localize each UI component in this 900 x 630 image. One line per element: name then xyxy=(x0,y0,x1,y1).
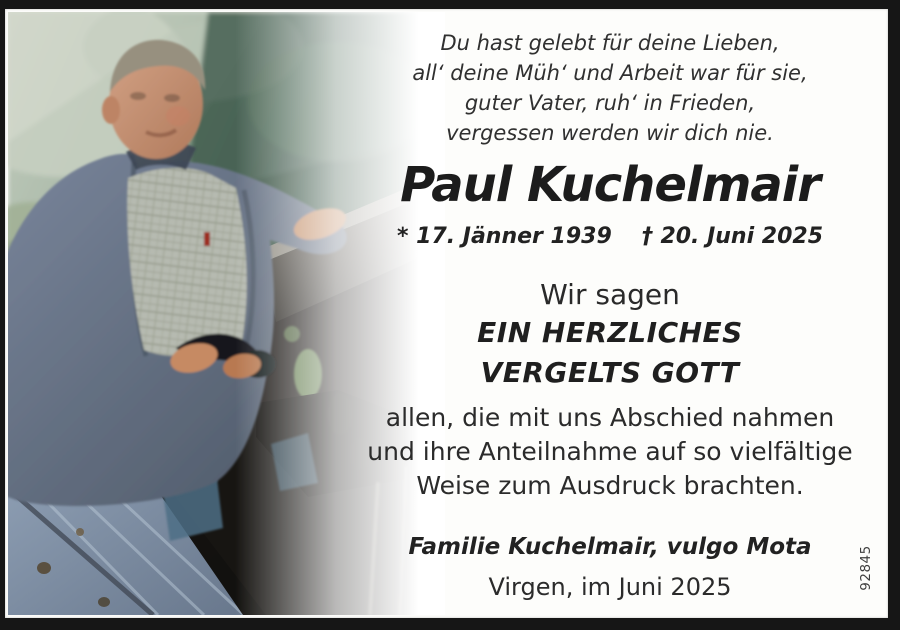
thanks-headline xyxy=(350,313,870,393)
verse-line: guter Vater, ruh‘ in Frieden, xyxy=(464,91,756,115)
memorial-verse xyxy=(350,28,870,148)
deceased-name: Paul Kuchelmair xyxy=(400,157,820,213)
thanks-headline-line: VERGELTS GOTT xyxy=(480,356,740,389)
birth-date: * 17. Jänner 1939 xyxy=(396,224,612,249)
death-date: † 20. Juni 2025 xyxy=(641,224,824,249)
life-dates xyxy=(350,222,870,252)
family-signature: Familie Kuchelmair, vulgo Mota xyxy=(408,534,812,560)
body-line: allen, die mit uns Abschied nahmen xyxy=(385,403,835,432)
thanks-intro: Wir sagen xyxy=(540,278,680,311)
body-line: Weise zum Ausdruck brachten. xyxy=(416,471,804,500)
verse-line: vergessen werden wir dich nie. xyxy=(446,121,774,145)
place-and-date: Virgen, im Juni 2025 xyxy=(488,573,732,601)
reference-number: 92845 xyxy=(858,545,874,591)
verse-line: Du hast gelebt für deine Lieben, xyxy=(440,31,780,55)
thanks-body xyxy=(340,401,880,503)
memorial-card xyxy=(5,9,888,618)
body-line: und ihre Anteilnahme auf so vielfältige xyxy=(367,437,853,466)
thanks-headline-line: EIN HERZLICHES xyxy=(477,316,743,349)
verse-line: all‘ deine Müh‘ und Arbeit war für sie, xyxy=(412,61,808,85)
